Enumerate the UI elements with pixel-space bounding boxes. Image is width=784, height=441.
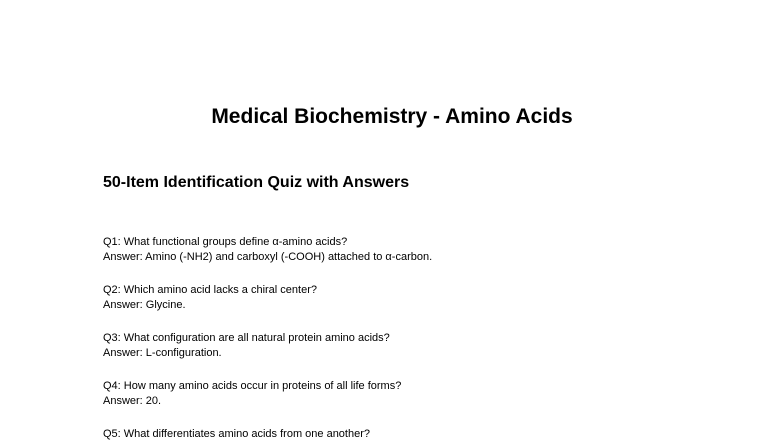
document-title: Medical Biochemistry - Amino Acids bbox=[211, 105, 573, 128]
question-item-5 bbox=[103, 427, 763, 441]
question-text: Q5: What differentiates amino acids from one another? bbox=[103, 428, 370, 440]
answer-text: Answer: 20. bbox=[103, 395, 162, 407]
question-list bbox=[103, 235, 763, 441]
question-item-1 bbox=[103, 235, 763, 283]
question-text: Q1: What functional groups define α-amino acids? bbox=[103, 236, 348, 248]
question-item-2 bbox=[103, 283, 763, 331]
question-text: Q4: How many amino acids occur in proteins of all life forms? bbox=[103, 380, 402, 392]
document-subtitle: 50-Item Identification Quiz with Answers bbox=[103, 174, 410, 191]
answer-text: Answer: L-configuration. bbox=[103, 347, 222, 359]
question-item-3 bbox=[103, 331, 763, 379]
question-text: Q2: Which amino acid lacks a chiral center? bbox=[103, 284, 317, 296]
answer-text: Answer: Glycine. bbox=[103, 299, 186, 311]
question-text: Q3: What configuration are all natural protein amino acids? bbox=[103, 332, 390, 344]
answer-text: Answer: Amino (-NH2) and carboxyl (-COOH) attached to α-carbon. bbox=[103, 251, 433, 263]
question-item-4 bbox=[103, 379, 763, 427]
